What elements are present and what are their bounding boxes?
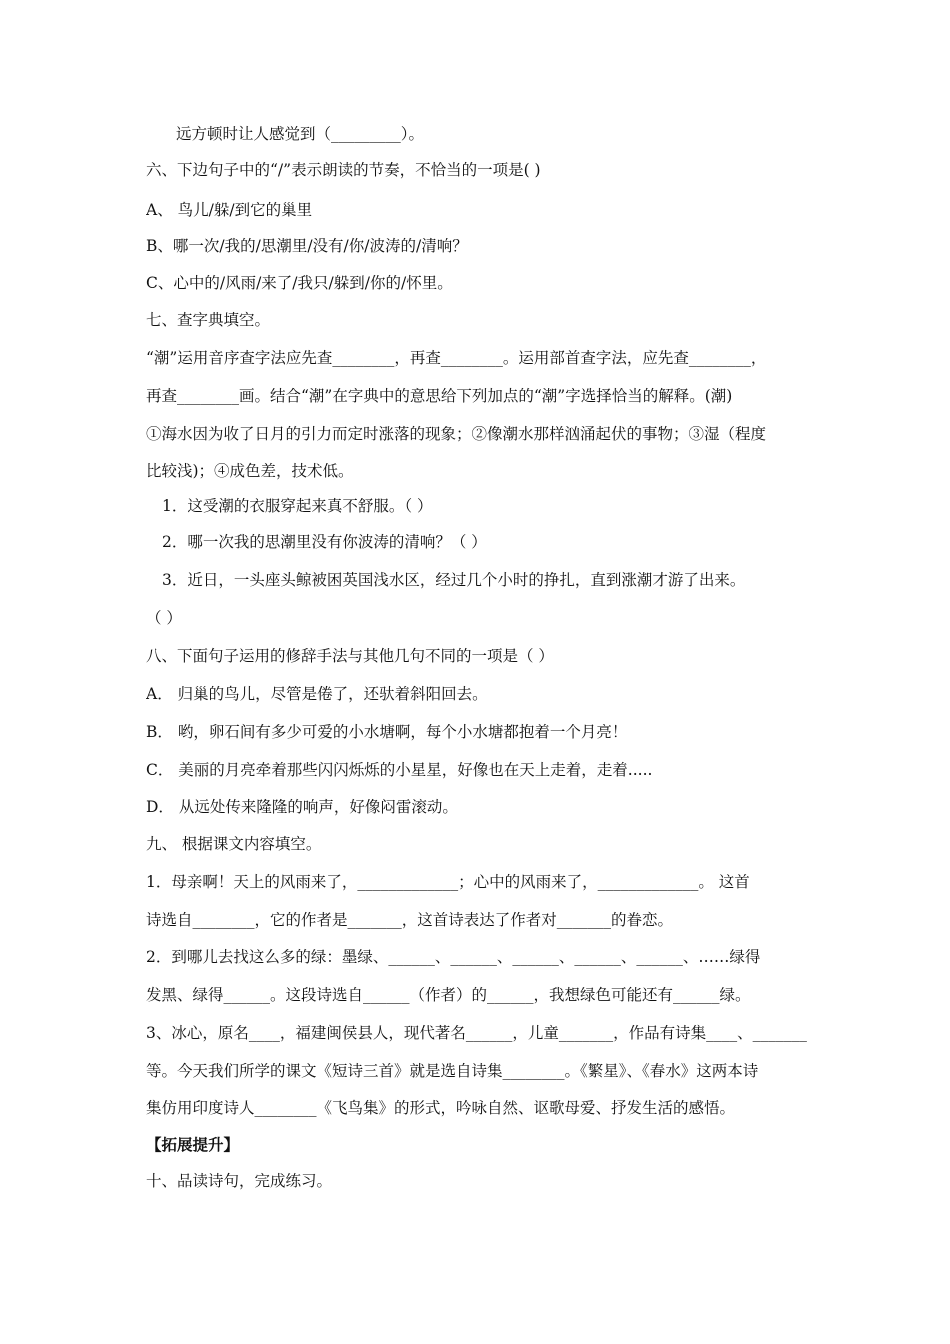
option-b: B、哪一次/我的/思潮里/没有/你/波涛的/清响？ [146,237,468,255]
question-7-heading: 七、查字典填空。 [146,311,271,329]
option-a: A． 归巢的鸟儿，尽管是倦了，还驮着斜阳回去。 [146,685,488,703]
option-c: C、心中的/风雨/来了/我只/躲到/你的/怀里。 [146,274,453,292]
fill-in-3-cont: 等。今天我们所学的课文《短诗三首》就是选自诗集________。《繁星》、《春水》这两本诗 [146,1062,759,1080]
answer-bracket: （ ） [146,609,182,627]
fill-in-1: 1．母亲啊！天上的风雨来了，_____________；心中的风雨来了，_____________。 这首 [146,873,750,891]
question-6-heading: 六、下边句子中的“/”表示朗读的节奏，不恰当的一项是( ) [146,161,541,179]
fill-in-3: 3、冰心，原名____，福建闽侯县人，现代著名______，儿童_______，作品有诗集____、_______ [146,1024,807,1042]
fill-in-1-cont: 诗选自________，它的作者是_______，这首诗表达了作者对_______的眷恋。 [146,911,674,929]
subquestion-1: 1．这受潮的衣服穿起来真不舒服。（ ） [162,497,433,515]
option-a: A、 鸟儿/躲/到它的巢里 [146,201,313,219]
text-line: 再查________画。结合“潮”在字典中的意思给下列加点的“潮”字选择恰当的解释。(潮) [146,387,733,405]
fill-in-2: 2．到哪儿去找这么多的绿：墨绿、______、______、______、______、______、……绿得 [146,948,761,966]
question-8-heading: 八、下面句子运用的修辞手法与其他几句不同的一项是（ ） [146,647,554,665]
option-c: C． 美丽的月亮牵着那些闪闪烁烁的小星星，好像也在天上走着，走着..... [146,761,653,779]
option-d: D． 从远处传来隆隆的响声，好像闷雷滚动。 [146,798,458,816]
question-9-heading: 九、 根据课文内容填空。 [146,835,322,853]
subquestion-3: 3．近日，一头座头鲸被困英国浅水区，经过几个小时的挣扎，直到涨潮才游了出来。 [162,571,746,589]
section-heading-extension: 【拓展提升】 [146,1135,240,1154]
text-line: 比较浅)；④成色差，技术低。 [146,462,354,480]
fill-in-2-cont: 发黑、绿得______。这段诗选自______（作者）的______，我想绿色可能还有______绿。 [146,986,751,1004]
text-line: “潮”运用音序查字法应先查________，再查________。运用部首查字法，应先查________， [146,349,767,367]
question-10-heading: 十、品读诗句，完成练习。 [146,1172,333,1190]
option-b: B． 哟，卵石间有多少可爱的小水塘啊，每个小水塘都抱着一个月亮！ [146,723,628,741]
fill-in-3-cont: 集仿用印度诗人________《飞鸟集》的形式，吟咏自然、讴歌母爱、抒发生活的感悟。 [146,1099,736,1117]
text-line: 远方顿时让人感觉到（_________）。 [176,125,425,143]
text-line: ①海水因为收了日月的引力而定时涨落的现象；②像潮水那样汹涌起伏的事物；③湿（程度 [146,425,767,443]
subquestion-2: 2．哪一次我的思潮里没有你波涛的清响？（ ） [162,533,487,551]
